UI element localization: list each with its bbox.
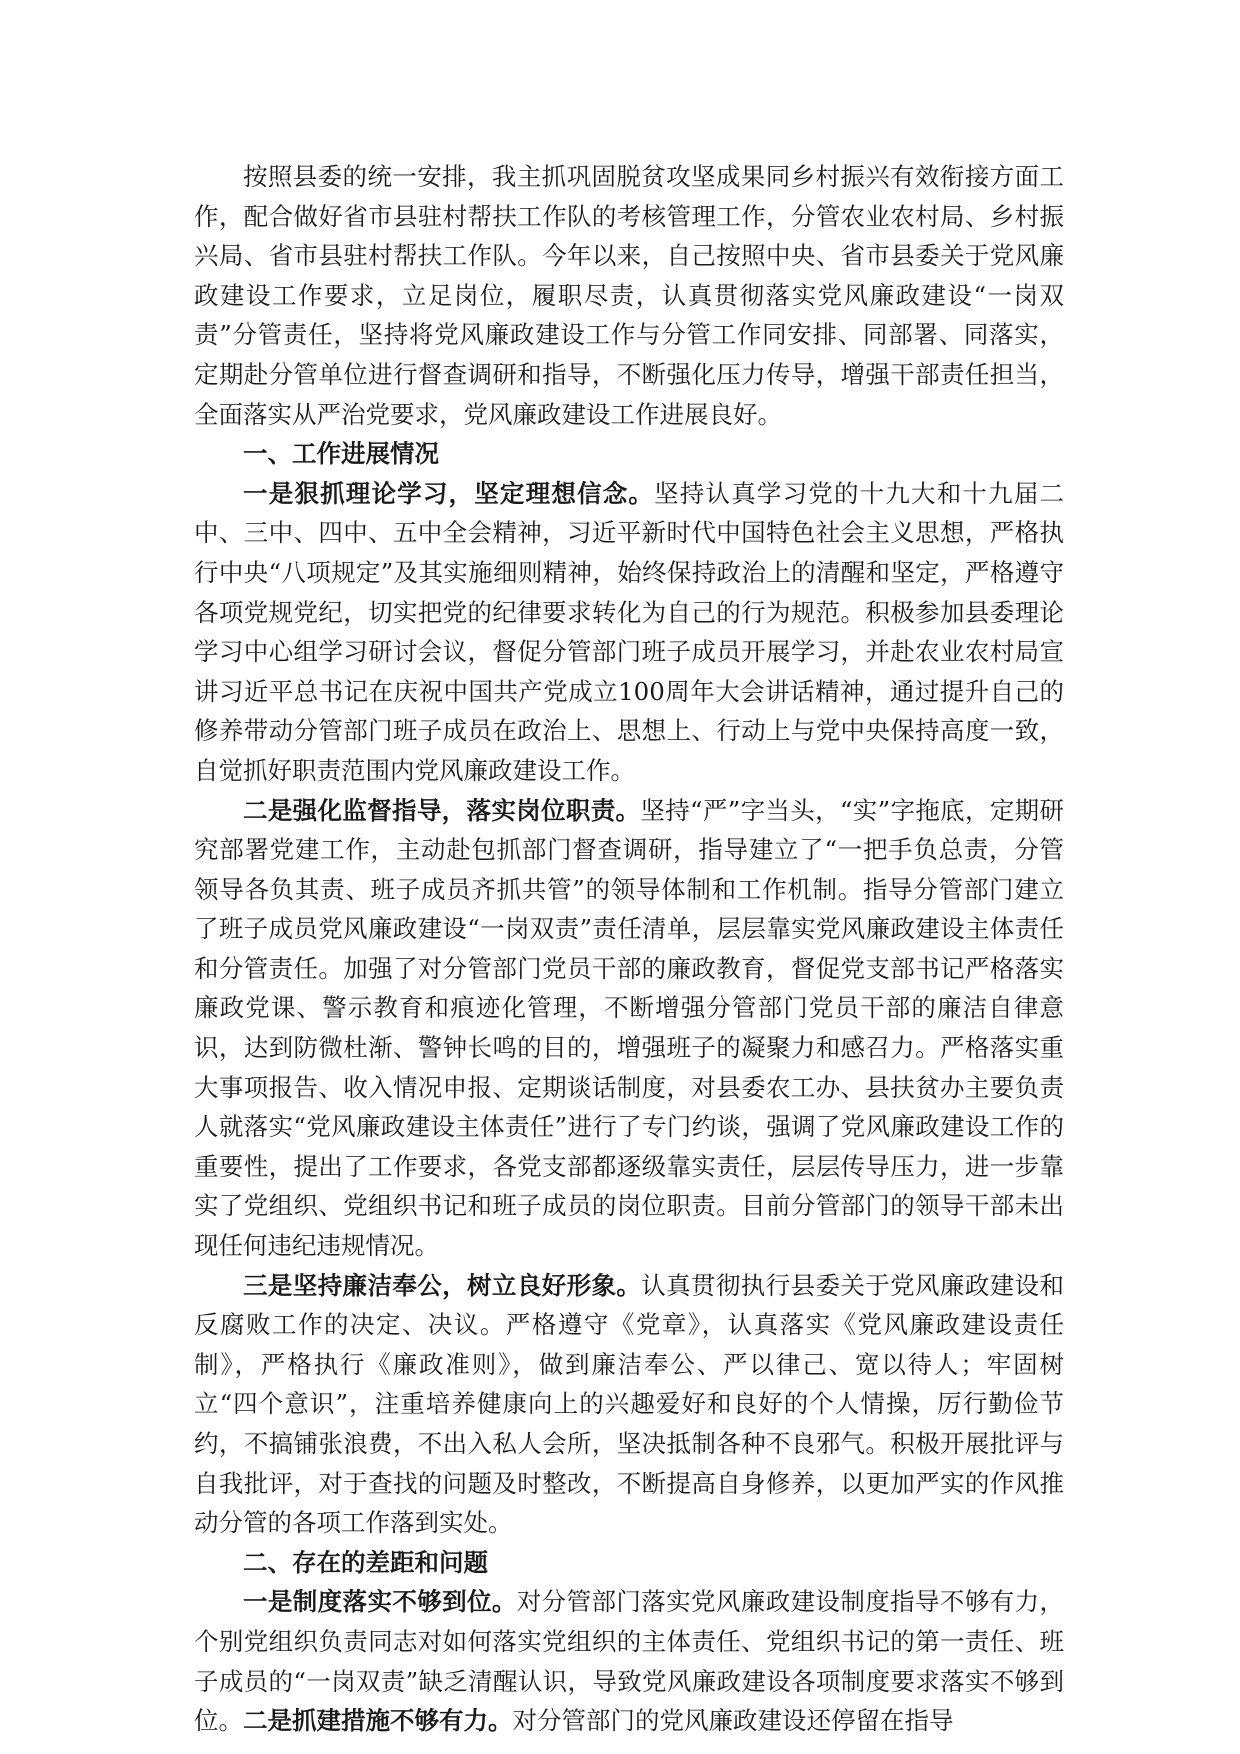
paragraph-theory-study	[194, 474, 1064, 791]
paragraph-text: 坚持认真学习党的十九大和十九届二中、三中、四中、五中全会精神，习近平新时代中国特色社会主义思想，严格执行中央“八项规定”及其实施细则精神，始终保持政治上的清醒和坚定，严格遵守各项党规党纪，切实把党的纪律要求转化为自己的行为规范。积极参加县委理论学习中心组学习研讨会议，督促分管部门班子成员开展学习，并赴农业农村局宣讲习近平总书记在庆祝中国共产党成立100周年大会讲话精神，通过提升自己的修养带动分管部门班子成员在政治上、思想上、行动上与党中央保持高度一致，自觉抓好职责范围内党风廉政建设工作。	[194, 478, 1065, 785]
paragraph-text: 坚持“严”字当头，“实”字拖底，定期研究部署党建工作，主动赴包抓部门督查调研，指导建立了“一把手负总责，分管领导各负其责、班子成员齐抓共管”的领导体制和工作机制。指导分管部门建立了班子成员党风廉政建设“一岗双责”责任清单，层层靠实党风廉政建设主体责任和分管责任。加强了对分管部门党员干部的廉政教育，督促党支部书记严格落实廉政党课、警示教育和痕迹化管理，不断增强分管部门党员干部的廉洁自律意识，达到防微杜渐、警钟长鸣的目的，增强班子的凝聚力和感召力。严格落实重大事项报告、收入情况申报、定期谈话制度，对县委农工办、县扶贫办主要负责人就落实“党风廉政建设主体责任”进行了专门约谈，强调了党风廉政建设工作的重要性，提出了工作要求，各党支部都逐级靠实责任，层层传导压力，进一步靠实了党组织、党组织书记和班子成员的岗位职责。目前分管部门的领导干部未出现任何违纪违规情况。	[194, 795, 1064, 1261]
paragraph-lead-2: 二是抓建措施不够有力。	[243, 1706, 513, 1736]
paragraph-text: 对分管部门落实党风廉政建设制度指导不够有力，个别党组织负责同志对如何落实党组织的主体责任、党组织书记的第一责任、班子成员的“一岗双责”缺乏清醒认识，导致党风廉政建设各项制度要求落实不够到位。	[194, 1587, 1064, 1736]
intro-text: 按照县委的统一安排，我主抓巩固脱贫攻坚成果同乡村振兴有效衔接方面工作，配合做好省市县驻村帮扶工作队的考核管理工作，分管农业农村局、乡村振兴局、省市县驻村帮扶工作队。今年以来，自己按照中央、省市县委关于党风廉政建设工作要求，立足岗位，履职尽责，认真贯彻落实党风廉政建设“一岗双责”分管责任，坚持将党风廉政建设工作与分管工作同安排、同部署、同落实，定期赴分管单位进行督查调研和指导，不断强化压力传导，增强干部责任担当，全面落实从严治党要求，党风廉政建设工作进展良好。	[194, 162, 1064, 429]
paragraph-text-2: 对分管部门的党风廉政建设还停留在指导	[512, 1706, 954, 1736]
paragraph-lead: 二是强化监督指导，落实岗位职责。	[243, 795, 641, 825]
paragraph-lead: 三是坚持廉洁奉公，树立良好形象。	[243, 1270, 642, 1300]
paragraph-integrity	[194, 1266, 1064, 1543]
paragraph-lead: 一是制度落实不够到位。	[243, 1587, 517, 1617]
paragraph-problems	[194, 1582, 1064, 1740]
paragraph-supervision	[194, 791, 1064, 1266]
section-heading-work-progress: 一、工作进展情况	[243, 439, 439, 469]
intro-paragraph	[194, 157, 1064, 434]
paragraph-text: 认真贯彻执行县委关于党风廉政建设和反腐败工作的决定、决议。严格遵守《党章》，认真落实《党风廉政建设责任制》，严格执行《廉政准则》，做到廉洁奉公、严以律己、宽以待人；牢固树立“四个意识”，注重培养健康向上的兴趣爱好和良好的个人情操，厉行勤俭节约，不搞铺张浪费，不出入私人会所，坚决抵制各种不良邪气。积极开展批评与自我批评，对于查找的问题及时整改，不断提高自身修养，以更加严实的作风推动分管的各项工作落到实处。	[194, 1270, 1064, 1538]
document-body	[194, 157, 1064, 1741]
section-heading-problems: 二、存在的差距和问题	[243, 1547, 488, 1577]
paragraph-lead: 一是狠抓理论学习，坚定理想信念。	[243, 478, 655, 508]
